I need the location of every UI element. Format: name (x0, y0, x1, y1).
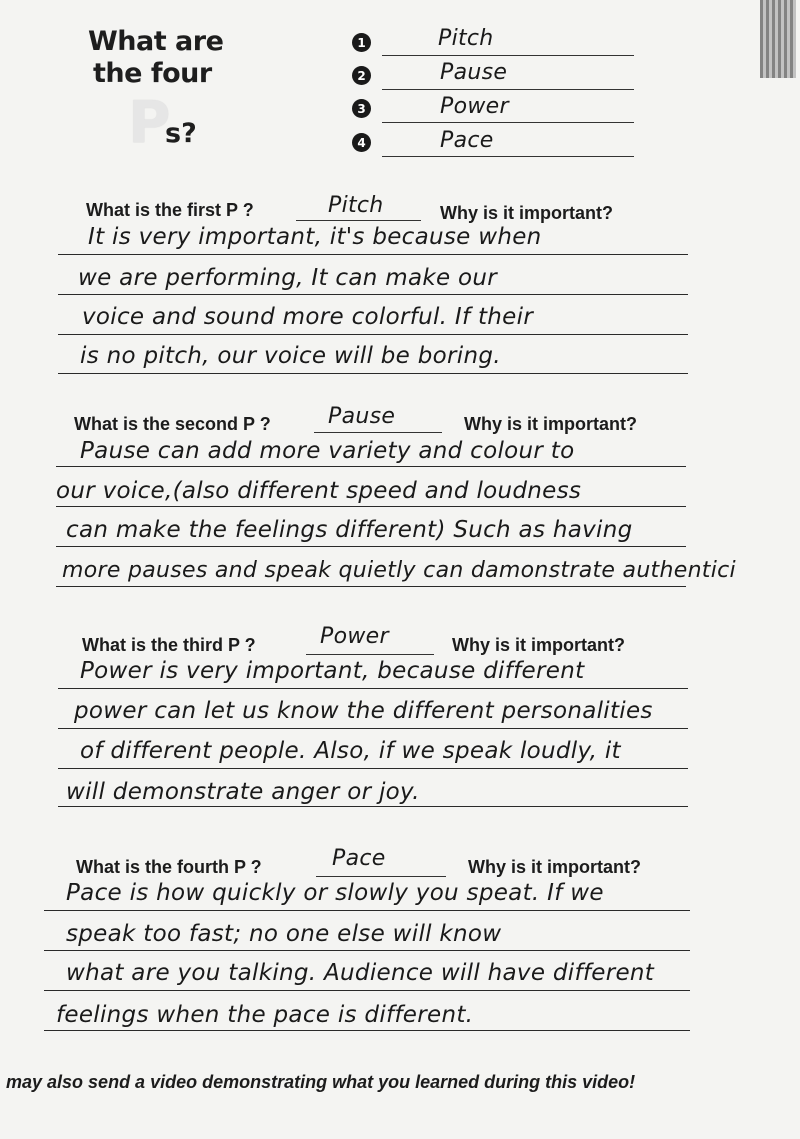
why-important-label-1: Why is it important? (440, 203, 613, 223)
heading-line-1: What are (88, 26, 224, 57)
answer-line-2 (382, 89, 634, 90)
answer-text-line: feelings when the pace is different. (56, 1002, 474, 1028)
answer-line-1 (382, 55, 634, 56)
ruled-line (58, 688, 688, 689)
four-ps-answer-1: Pitch (438, 26, 494, 51)
why-important-label-4: Why is it important? (468, 857, 641, 877)
ruled-line (58, 334, 688, 335)
answer-text-line: Pause can add more variety and colour to (80, 438, 575, 464)
number-badge-1: 1 (352, 33, 371, 52)
question-answer-2: Pause (328, 404, 396, 429)
answer-text-line: Power is very important, because different (80, 658, 585, 684)
answer-line-3 (382, 122, 634, 123)
answer-text-line: our voice,(also different speed and loudness (56, 478, 582, 504)
scan-edge-mark (760, 0, 796, 78)
ruled-line (58, 768, 688, 769)
answer-blank-3 (306, 654, 434, 655)
heading-big-p: P (128, 88, 171, 156)
answer-text-line: will demonstrate anger or joy. (66, 779, 420, 805)
ruled-line (58, 728, 688, 729)
ruled-line (58, 254, 688, 255)
question-label-3: What is the third P ? (82, 635, 256, 655)
footer-instruction: may also send a video demonstrating what you learned during this video! (6, 1072, 636, 1092)
answer-text-line: of different people. Also, if we speak loudly, it (80, 738, 621, 764)
ruled-line (44, 950, 690, 951)
question-label-1: What is the first P ? (86, 200, 254, 220)
why-important-label-2: Why is it important? (464, 414, 637, 434)
answer-blank-4 (316, 876, 446, 877)
question-answer-3: Power (320, 624, 389, 649)
answer-text-line: speak too fast; no one else will know (66, 921, 502, 947)
answer-text-line: we are performing, It can make our (78, 265, 498, 291)
four-ps-answer-3: Power (440, 94, 509, 119)
number-badge-3: 3 (352, 99, 371, 118)
ruled-line (58, 294, 688, 295)
number-badge-2: 2 (352, 66, 371, 85)
four-ps-answer-4: Pace (440, 128, 494, 153)
answer-text-line: voice and sound more colorful. If their (82, 304, 534, 330)
question-label-4: What is the fourth P ? (76, 857, 262, 877)
ruled-line (58, 806, 688, 807)
answer-text-line: power can let us know the different personalities (74, 698, 653, 724)
ruled-line (56, 546, 686, 547)
answer-text-line: is no pitch, our voice will be boring. (80, 343, 501, 369)
ruled-line (56, 506, 686, 507)
number-badge-4: 4 (352, 133, 371, 152)
answer-line-4 (382, 156, 634, 157)
ruled-line (44, 1030, 690, 1031)
answer-text-line: can make the feelings different) Such as having (66, 517, 633, 543)
answer-text-line: Pace is how quickly or slowly you speat. If we (66, 880, 604, 906)
question-answer-1: Pitch (328, 193, 384, 218)
answer-blank-2 (314, 432, 442, 433)
answer-text-line: more pauses and speak quietly can damonstrate authentici (62, 558, 736, 583)
ruled-line (56, 586, 686, 587)
why-important-label-3: Why is it important? (452, 635, 625, 655)
ruled-line (56, 466, 686, 467)
ruled-line (58, 373, 688, 374)
four-ps-answer-2: Pause (440, 60, 508, 85)
heading-line-2: the four (93, 58, 212, 89)
ruled-line (44, 990, 690, 991)
ruled-line (44, 910, 690, 911)
heading-suffix: s? (165, 118, 197, 149)
answer-blank-1 (296, 220, 421, 221)
question-label-2: What is the second P ? (74, 414, 271, 434)
answer-text-line: what are you talking. Audience will have different (66, 960, 655, 986)
question-answer-4: Pace (332, 846, 386, 871)
answer-text-line: It is very important, it's because when (88, 224, 542, 250)
